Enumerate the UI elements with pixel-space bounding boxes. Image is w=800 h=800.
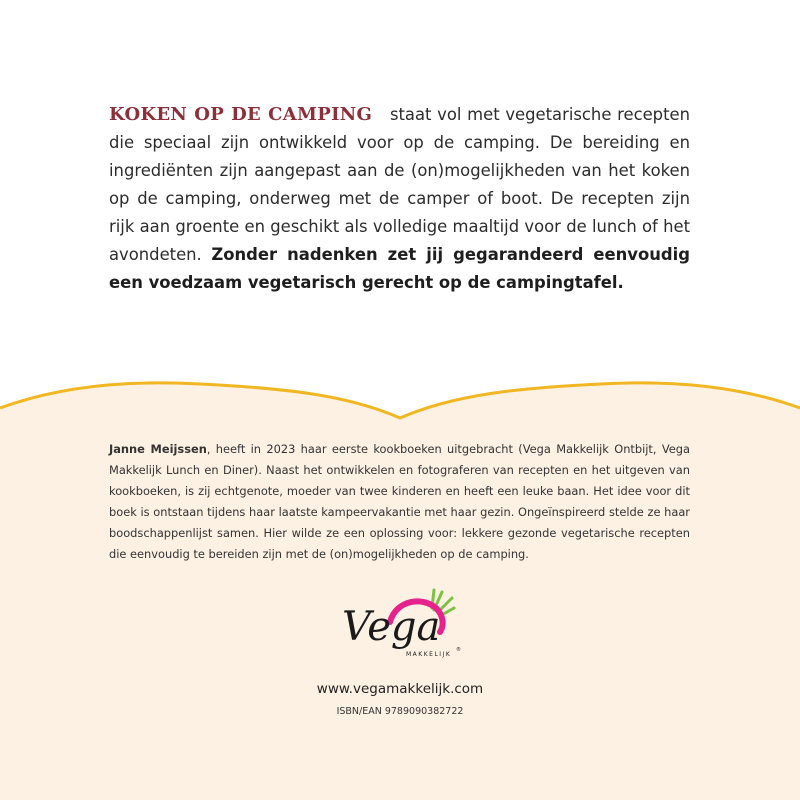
logo-script: Vega — [342, 604, 441, 650]
intro-paragraph — [109, 101, 690, 297]
isbn-number: ISBN/EAN 9789090382722 — [336, 706, 464, 717]
registered-mark: ® — [456, 647, 461, 653]
vega-makkelijk-logo — [330, 578, 470, 678]
author-name: Janne Meijssen — [109, 442, 207, 456]
book-title: KOKEN OP DE CAMPING — [109, 104, 373, 125]
author-bio-text: , heeft in 2023 haar eerste kookboeken uitgebracht (Vega Makkelijk Ontbijt, Vega Makkelijk Lunch en Diner). Naast het ontwikkelen en fotograferen van recepten en het uitgeven van kookboeken, is zij echtgenote, moeder van twee kinderen en heeft een leuke baan. Het idee voor dit boek is ontstaan tijdens haar laatste kampeervakantie met haar gezin. Ongeïnspireerd stelde ze haar boodschappenlijst samen. Hier wilde ze een oplossing voor: lekkere gezonde vegetarische recepten die eenvoudig te bereiden zijn met de (on)mogelijkheden op de camping. — [109, 442, 690, 561]
intro-bold-statement: Zonder nadenken zet jij gegarandeerd eenvoudig een voedzaam vegetarisch gerecht op de campingtafel. — [109, 245, 690, 292]
author-bio — [109, 439, 690, 565]
website-url: www.vegamakkelijk.com — [316, 681, 484, 697]
intro-body: staat vol met vegetarische recepten die speciaal zijn ontwikkeld voor op de camping. De bereiding en ingrediënten zijn aangepast aan de (on)mogelijkheden van het koken op de camping, onderweg met de camper of boot. De recepten zijn rijk aan groente en geschikt als volledige maaltijd voor de lunch of het avondeten. — [109, 105, 690, 264]
logo-sub: MAKKELIJK — [406, 651, 452, 658]
